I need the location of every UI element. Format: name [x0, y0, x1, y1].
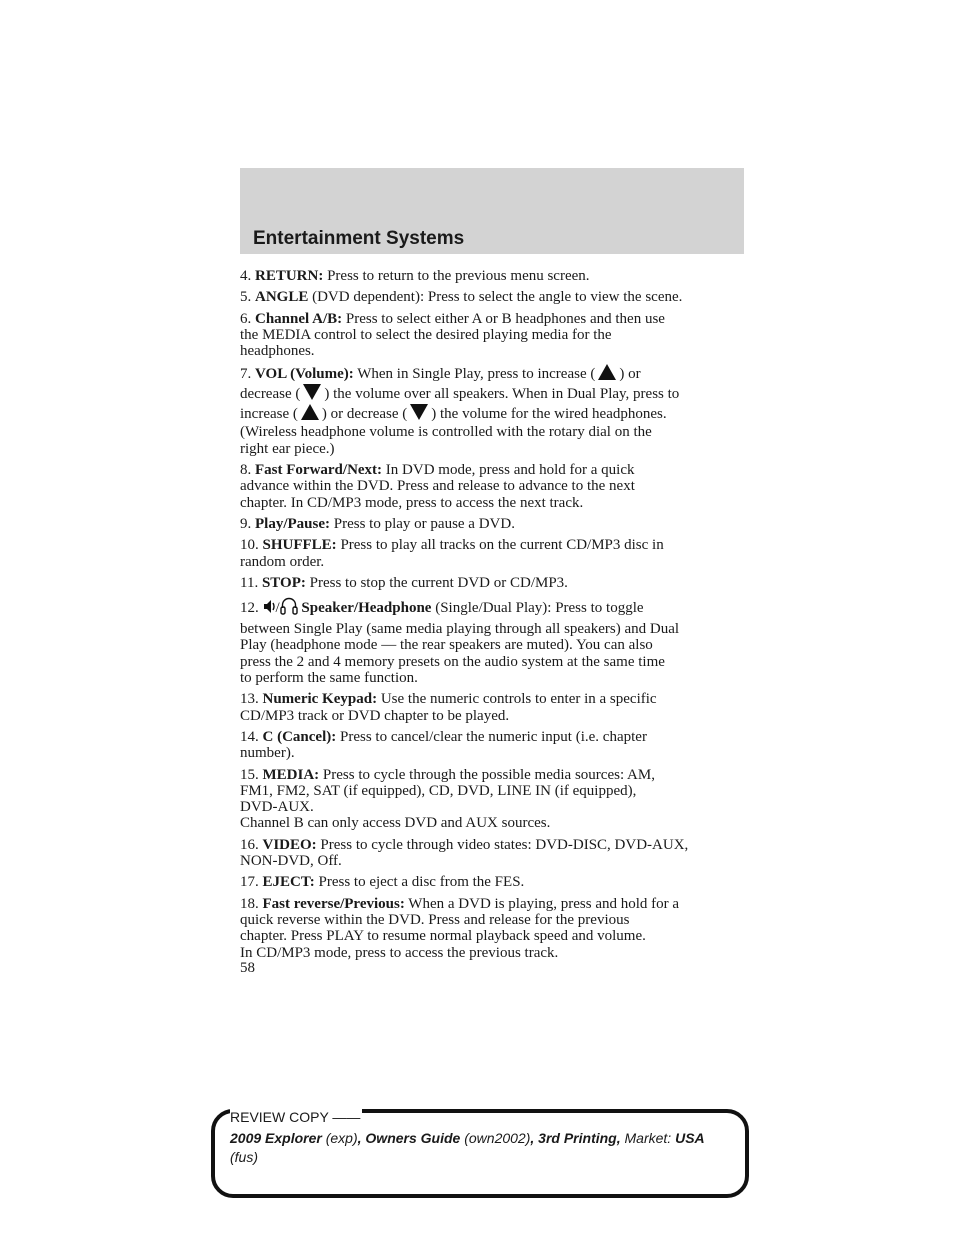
footer-text [230, 1110, 740, 1167]
speaker-icon [263, 598, 276, 621]
list-item: 6. Channel A/B: Press to select either A or B headphones and then use the MEDIA control to select the desired playing media for the headphones. [240, 310, 665, 360]
list-item: 7. VOL (Volume): When in Single Play, press to increase ( ) or decrease ( ) the volume over all speakers. When in Dual Play, press to increase ( ) or decrease ( ) the volume for the wired headphones. (Wireless headphone volume is controlled with the rotary dial on the right ear piece.) [240, 366, 680, 457]
page-number: 58 [240, 960, 255, 976]
list-item: 14. C (Cancel): Press to cancel/clear the numeric input (i.e. chapter number). [240, 728, 647, 762]
list-item: 8. Fast Forward/Next: In DVD mode, press and hold for a quick advance within the DVD. Press and release to advance to the next chapter. In CD/MP3 mode, press to access the next track. [240, 462, 635, 511]
section-header [240, 168, 744, 254]
footer-publication-line: 2009 Explorer (exp), Owners Guide (own2002), 3rd Printing, Market: USA [230, 1130, 705, 1146]
list-item: 5. ANGLE (DVD dependent): Press to select the angle to view the scene. [240, 289, 683, 306]
list-item: 11. STOP: Press to stop the current DVD or CD/MP3. [240, 574, 568, 591]
list-item: 16. VIDEO: Press to cycle through video states: DVD-DISC, DVD-AUX, NON-DVD, Off. [240, 836, 689, 870]
list-item: 4. RETURN: Press to return to the previous menu screen. [240, 268, 590, 284]
review-copy-label: REVIEW COPY —— [230, 1109, 361, 1125]
triangle-down-icon [410, 404, 428, 420]
list-item: 9. Play/Pause: Press to play or pause a DVD. [240, 515, 515, 532]
list-item: 12. / Speaker/Headphone (Single/Dual Play): Press to toggle between Single Play (same media playing through all speakers) and Dual Play (headphone mode — the rear speakers are muted). You can also press the 2 and 4 memory presets on the audio system at the same time to perform the same function. [240, 596, 746, 686]
list-item: 17. EJECT: Press to eject a disc from the FES. [240, 874, 525, 891]
list-item: 10. SHUFFLE: Press to play all tracks on the current CD/MP3 disc in random order. [240, 537, 664, 570]
triangle-up-icon [598, 364, 616, 380]
list-item: 15. MEDIA: Press to cycle through the possible media sources: AM, FM1, FM2, SAT (if equipped), CD, DVD, LINE IN (if equipped), DVD-AUX. Channel B can only access DVD and AUX sources. [240, 766, 655, 832]
footer-market-code: (fus) [230, 1149, 258, 1165]
triangle-up-icon [301, 404, 319, 420]
list-item: 18. Fast reverse/Previous: When a DVD is playing, press and hold for a quick reverse within the DVD. Press and release for the previous chapter. Press PLAY to resume normal playback speed and volume. In CD/MP3 mode, press to access the previous track. [240, 895, 680, 961]
page-title: Entertainment Systems [253, 228, 465, 249]
item-list [240, 268, 746, 966]
list-item: 13. Numeric Keypad: Use the numeric controls to enter in a specific CD/MP3 track or DVD chapter to be played. [240, 691, 657, 724]
headphone-icon [280, 596, 298, 621]
triangle-down-icon [303, 384, 321, 400]
